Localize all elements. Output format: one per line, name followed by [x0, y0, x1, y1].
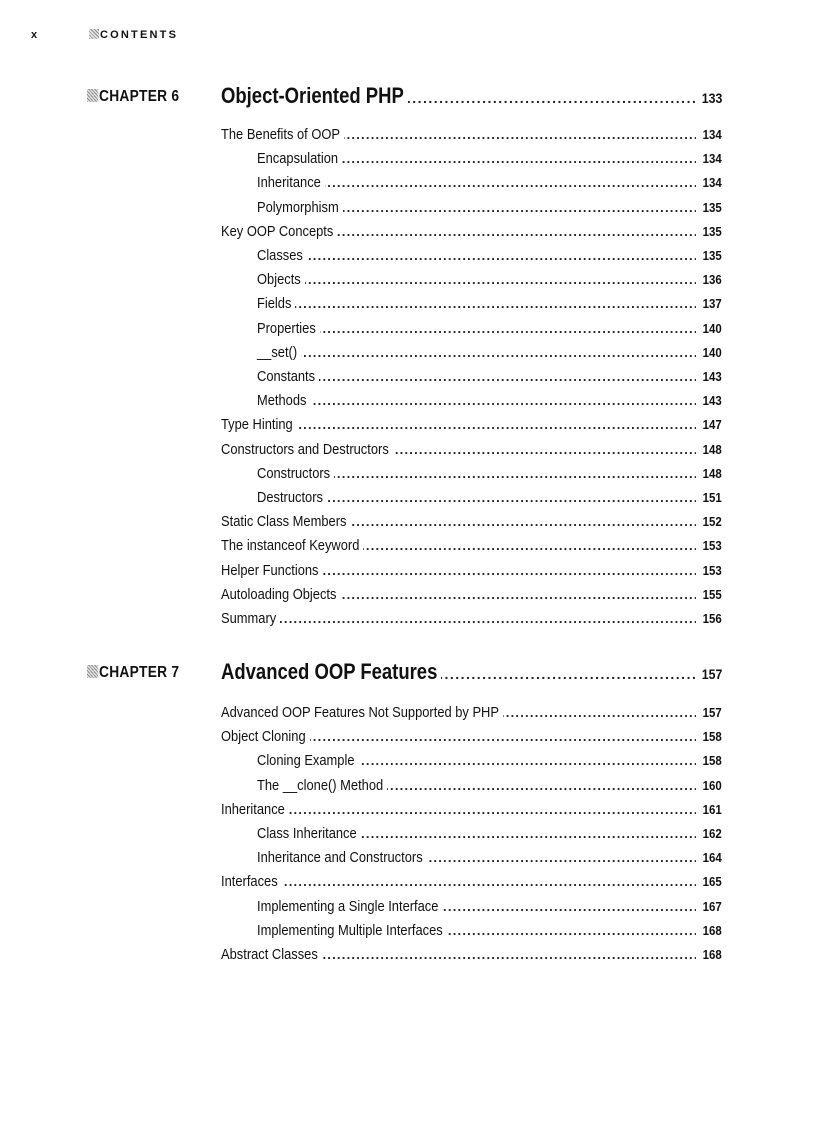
toc-entry-title: Destructors	[257, 489, 323, 506]
toc-entry-title: Objects	[257, 271, 301, 289]
toc-entry-title: Fields	[257, 295, 292, 313]
toc-entry-title: Polymorphism	[257, 198, 339, 216]
hatch-bullet-icon	[89, 29, 99, 39]
toc-entry-title: Abstract Classes	[221, 946, 318, 963]
toc-entry-title: Constructors and Destructors	[221, 440, 389, 458]
dot-leader	[343, 200, 697, 215]
chapter-label	[87, 88, 179, 106]
toc-entry[interactable]	[257, 271, 722, 291]
toc-entry-title: __set()	[257, 343, 298, 361]
toc-entry[interactable]	[257, 898, 722, 918]
toc-entry-page: 162	[702, 826, 722, 841]
dot-leader	[359, 753, 697, 768]
toc-entry[interactable]	[257, 368, 722, 388]
toc-entry[interactable]	[257, 344, 722, 364]
toc-entry-page: 158	[702, 729, 722, 745]
toc-entry-title: Summary	[221, 610, 277, 627]
dot-leader	[340, 587, 696, 602]
hatch-bullet-icon	[87, 89, 98, 102]
toc-entry-page: 143	[702, 393, 722, 409]
dot-leader	[323, 563, 697, 578]
dot-leader	[441, 666, 694, 682]
toc-entry[interactable]	[257, 295, 722, 315]
toc-entry[interactable]	[221, 704, 722, 724]
toc-entry-title: Interfaces	[221, 873, 278, 891]
dot-leader	[327, 490, 696, 505]
toc-entry-page: 168	[702, 922, 722, 938]
dot-leader	[319, 369, 696, 384]
chapter-title: Advanced OOP Features	[221, 659, 438, 684]
chapter-title: Object-Oriented PHP	[221, 83, 404, 108]
toc-entry-title: Implementing a Single Interface	[257, 897, 439, 915]
toc-entry-title: The __clone() Method	[257, 776, 384, 794]
toc-entry-page: 135	[702, 223, 722, 239]
toc-entry[interactable]	[257, 320, 722, 340]
toc-entry-page: 153	[702, 538, 722, 554]
toc-entry-title: Inheritance	[257, 174, 321, 192]
dot-leader	[289, 802, 696, 817]
dot-leader	[350, 514, 696, 529]
chapter-page: 157	[701, 666, 722, 682]
toc-entry-page: 155	[702, 586, 722, 602]
dot-leader	[344, 127, 696, 142]
toc-entry-title: The Benefits of OOP	[221, 126, 341, 143]
toc-entry[interactable]	[257, 752, 722, 772]
toc-entry[interactable]	[257, 922, 722, 942]
toc-entry[interactable]	[221, 610, 722, 630]
toc-entry-title: Constructors	[257, 464, 331, 482]
dot-leader	[307, 248, 696, 263]
chapter-label-text: CHAPTER 7	[99, 664, 180, 681]
toc-entry-title: Object Cloning	[221, 728, 306, 746]
toc-entry-title: Encapsulation	[257, 150, 339, 168]
toc-entry[interactable]	[257, 777, 722, 797]
toc-entry-page: 140	[702, 344, 722, 360]
toc-entry-page: 161	[702, 801, 722, 817]
hatch-bullet-icon	[87, 665, 98, 678]
toc-entry[interactable]	[221, 801, 722, 821]
toc-entry-title: Constants	[257, 368, 316, 385]
dot-leader	[311, 393, 697, 408]
toc-entry-title: Type Hinting	[221, 416, 293, 434]
dot-leader	[301, 345, 696, 360]
toc-entry[interactable]	[257, 150, 722, 170]
dot-leader	[282, 874, 697, 889]
dot-leader	[503, 705, 696, 720]
page-number: x	[31, 29, 40, 41]
toc-entry-page: 148	[702, 441, 722, 457]
toc-entry[interactable]	[221, 586, 722, 606]
toc-entry[interactable]	[257, 489, 722, 509]
toc-entry-title: Implementing Multiple Interfaces	[257, 921, 443, 939]
dot-leader	[387, 778, 696, 793]
toc-entry-page: 158	[702, 753, 722, 769]
toc-entry-page: 136	[702, 272, 722, 288]
toc-entry[interactable]	[257, 174, 722, 194]
running-head-label	[89, 29, 178, 41]
toc-entry-title: Class Inheritance	[257, 825, 357, 842]
dot-leader	[337, 224, 696, 239]
toc-entry[interactable]	[221, 513, 722, 533]
dot-leader	[361, 826, 697, 841]
running-head-text: CONTENTS	[100, 29, 179, 41]
toc-entry[interactable]	[221, 223, 722, 243]
chapter-label-text: CHAPTER 6	[99, 88, 180, 105]
toc-entry-page: 134	[702, 175, 722, 191]
toc-entry-title: Cloning Example	[257, 752, 355, 770]
toc-entry-title: Classes	[257, 247, 303, 264]
dot-leader	[295, 296, 696, 311]
toc-entry-title: Static Class Members	[221, 513, 347, 531]
dot-leader	[427, 850, 697, 865]
dot-leader	[297, 417, 697, 432]
dot-leader	[363, 538, 696, 553]
toc-entry[interactable]	[257, 465, 722, 485]
toc-entry-title: Inheritance	[221, 800, 285, 818]
dot-leader	[342, 151, 696, 166]
toc-entry[interactable]	[221, 126, 722, 146]
toc-entry-title: Autoloading Objects	[221, 585, 337, 603]
dot-leader	[305, 272, 697, 287]
dot-leader	[442, 899, 696, 914]
toc-entry-page: 147	[702, 417, 722, 433]
toc-entry-title: Advanced OOP Features Not Supported by PHP	[221, 704, 499, 721]
toc-entry-title: Properties	[257, 319, 316, 337]
toc-entry-page: 140	[702, 320, 722, 336]
toc-entry-title: Helper Functions	[221, 561, 319, 579]
chapter-title-row[interactable]	[221, 83, 722, 111]
toc-entry-page: 137	[702, 296, 722, 312]
toc-entry[interactable]	[221, 873, 722, 893]
chapter-page: 133	[701, 90, 722, 106]
dot-leader	[320, 321, 696, 336]
toc-entry-page: 153	[702, 562, 722, 578]
toc-entry-title: The instanceof Keyword	[221, 537, 360, 555]
toc-entry-title: Key OOP Concepts	[221, 222, 334, 240]
toc-entry[interactable]	[221, 441, 722, 461]
toc-entry[interactable]	[221, 946, 722, 966]
toc-entry-page: 152	[702, 514, 722, 530]
toc-entry[interactable]	[221, 416, 722, 436]
toc-entry-page: 165	[702, 874, 722, 890]
toc-entry[interactable]	[221, 562, 722, 582]
toc-entry-page: 135	[702, 199, 722, 215]
toc-entry-page: 148	[702, 465, 722, 481]
dot-leader	[447, 923, 697, 938]
toc-entry-page: 143	[702, 369, 722, 384]
dot-leader	[325, 175, 696, 190]
dot-leader	[334, 466, 696, 481]
dot-leader	[408, 90, 695, 106]
toc-entry-page: 157	[702, 705, 722, 720]
chapter-title-row[interactable]	[221, 659, 722, 687]
toc-entry-title: Methods	[257, 392, 307, 410]
toc-entry-page: 156	[702, 611, 722, 626]
chapter-label	[87, 664, 179, 682]
toc-entry[interactable]	[257, 825, 722, 845]
toc-entry-page: 164	[702, 850, 722, 866]
toc-entry-page: 135	[702, 248, 722, 263]
toc-entry[interactable]	[257, 199, 722, 219]
dot-leader	[310, 729, 697, 744]
toc-entry-title: Inheritance and Constructors	[257, 849, 423, 867]
toc-entry[interactable]	[257, 849, 722, 869]
toc-entry-page: 134	[702, 127, 722, 142]
dot-leader	[280, 611, 696, 626]
toc-entry-page: 160	[702, 777, 722, 793]
toc-entry[interactable]	[221, 728, 722, 748]
dot-leader	[322, 947, 697, 962]
toc-entry[interactable]	[257, 392, 722, 412]
toc-entry[interactable]	[221, 537, 722, 557]
toc-entry-page: 167	[702, 898, 722, 914]
toc-entry-page: 168	[702, 947, 722, 962]
toc-entry-page: 134	[702, 151, 722, 167]
dot-leader	[393, 442, 697, 457]
toc-entry[interactable]	[257, 247, 722, 267]
toc-entry-page: 151	[702, 490, 722, 505]
